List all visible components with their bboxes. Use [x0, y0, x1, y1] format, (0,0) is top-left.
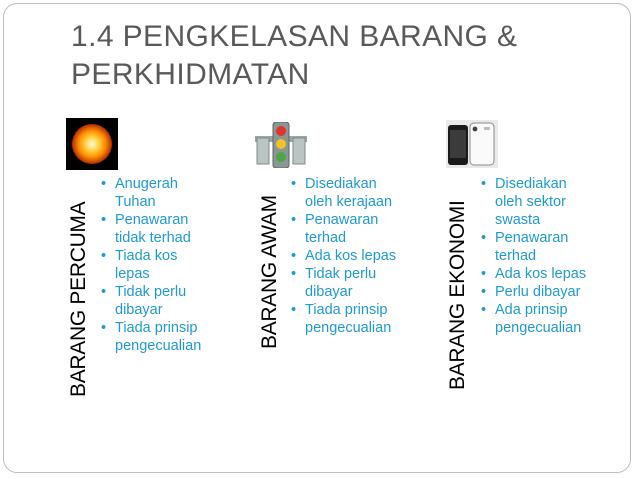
- bullet-list-barang-awam: [291, 175, 421, 337]
- bullet-item: [481, 283, 611, 301]
- bullet-line: pengecualian: [305, 320, 392, 336]
- bullet-line: • Tiada prinsip: [115, 320, 198, 336]
- title-line-2: PERKHIDMATAN: [71, 58, 310, 91]
- bullet-line: • Penawaran: [495, 230, 569, 246]
- bullet-line: • Tiada kos: [115, 248, 178, 264]
- bullet-item: [101, 211, 231, 247]
- bullet-line: oleh kerajaan: [305, 194, 393, 210]
- bullet-line: • Penawaran: [305, 212, 379, 228]
- bullet-line: dibayar: [305, 284, 353, 300]
- bullet-line: • Ada prinsip: [495, 302, 568, 318]
- bullet-line: terhad: [495, 248, 537, 264]
- bullet-line: dibayar: [115, 302, 163, 318]
- smartphone-icon: [446, 120, 498, 168]
- bullet-line: Tuhan: [115, 194, 156, 210]
- bullet-item: [291, 211, 421, 247]
- sun-icon: [66, 118, 118, 170]
- bullet-line: oleh sektor: [495, 194, 566, 210]
- bullet-item: [291, 247, 421, 265]
- bullet-item: [101, 319, 231, 355]
- traffic-light-icon: [255, 122, 307, 168]
- bullet-line: • Ada kos lepas: [495, 266, 587, 282]
- column-heading-barang-ekonomi: BARANG EKONOMI: [446, 200, 469, 390]
- bullet-item: [291, 301, 421, 337]
- bullet-item: [481, 175, 611, 229]
- bullet-line: pengecualian: [495, 320, 582, 336]
- bullet-item: [101, 283, 231, 319]
- bullet-line: pengecualian: [115, 338, 202, 354]
- bullet-line: • Disediakan: [495, 176, 567, 192]
- bullet-item: [291, 265, 421, 301]
- bullet-line: terhad: [305, 230, 347, 246]
- bullet-line: • Tiada prinsip: [305, 302, 388, 318]
- bullet-item: [291, 175, 421, 211]
- bullet-line: • Penawaran: [115, 212, 189, 228]
- bullet-line: • Tidak perlu: [115, 284, 187, 300]
- bullet-item: [481, 265, 611, 283]
- column-heading-barang-percuma: BARANG PERCUMA: [67, 201, 90, 397]
- bullet-line: swasta: [495, 212, 541, 228]
- bullet-item: [481, 229, 611, 265]
- title-line-1: 1.4 PENGKELASAN BARANG &: [71, 20, 518, 53]
- bullet-item: [481, 301, 611, 337]
- bullet-list-barang-ekonomi: [481, 175, 611, 337]
- bullet-line: • Tidak perlu: [305, 266, 377, 282]
- bullet-item: [101, 175, 231, 211]
- bullet-line: lepas: [115, 266, 150, 282]
- bullet-line: • Ada kos lepas: [305, 248, 397, 264]
- bullet-line: • Anugerah: [115, 176, 178, 192]
- bullet-item: [101, 247, 231, 283]
- bullet-line: tidak terhad: [115, 230, 191, 246]
- bullet-line: • Disediakan: [305, 176, 377, 192]
- bullet-list-barang-percuma: [101, 175, 231, 355]
- column-heading-barang-awam: BARANG AWAM: [258, 195, 281, 349]
- slide-title: [71, 18, 591, 94]
- bullet-line: • Perlu dibayar: [495, 284, 581, 300]
